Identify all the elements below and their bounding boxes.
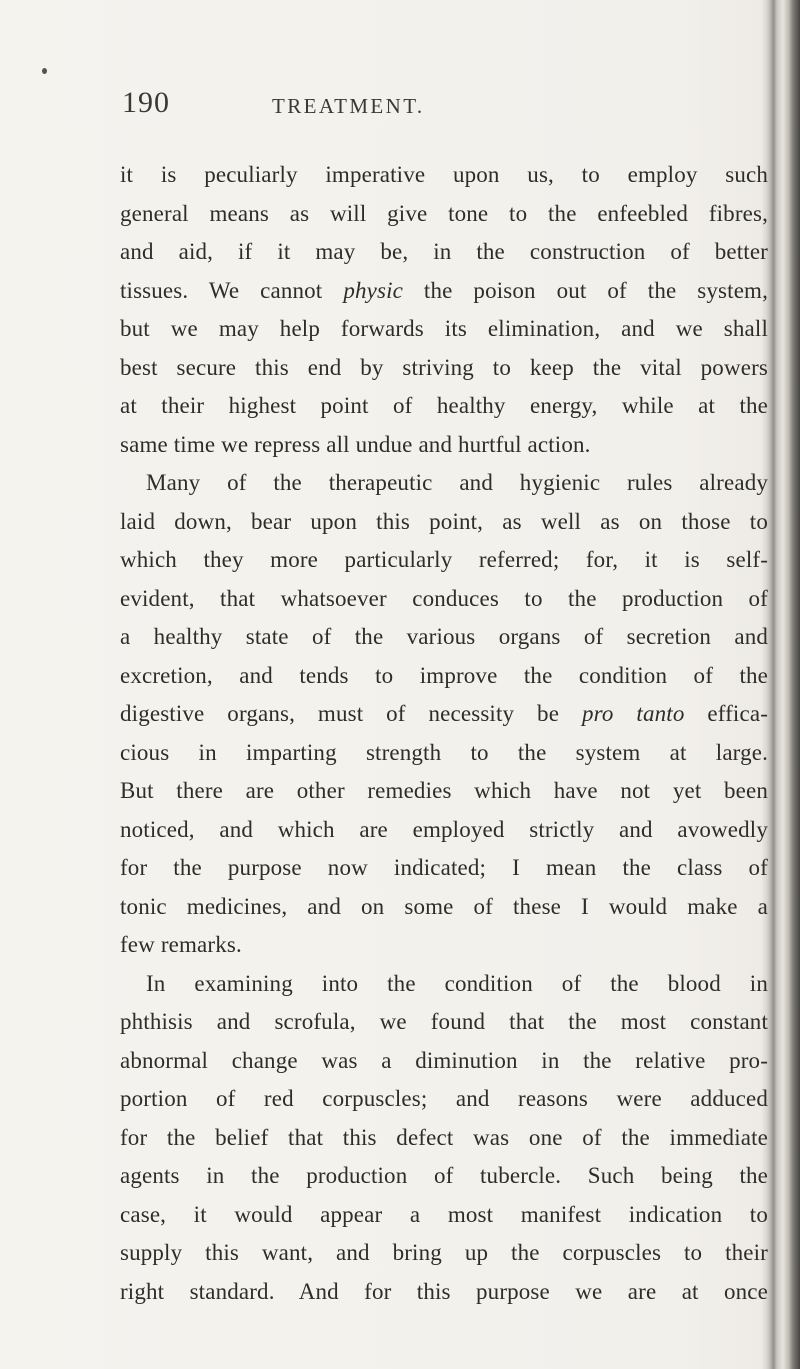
text-segment: effica- (684, 701, 769, 726)
page-header (0, 86, 800, 136)
text-line: right standard. And for this purpose we are at once (120, 1278, 768, 1304)
text-line: But there are other remedies which have not yet been (120, 778, 768, 803)
italic-term: pro tanto (581, 701, 685, 726)
page-number: 190 (122, 86, 170, 119)
text-line: same time we repress all undue and hurtful action. (120, 431, 591, 457)
text-line: general means as will give tone to the enfeebled fibres, (120, 200, 768, 226)
text-line: case, it would appear a most manifest indication to (120, 1201, 768, 1227)
text-line (120, 272, 768, 311)
text-line: tonic medicines, and on some of these I would make a (120, 893, 768, 919)
text-line: it is peculiarly imperative upon us, to employ such (120, 162, 768, 187)
text-line: few remarks. (120, 932, 242, 957)
text-segment: tissues. We cannot (120, 277, 344, 303)
text-line: Many of the therapeutic and hygienic rules already (146, 470, 768, 495)
text-line: evident, that whatsoever conduces to the production of (120, 585, 768, 611)
text-line: supply this want, and bring up the corpuscles to their (120, 1240, 768, 1265)
text-line: which they more particularly referred; for, it is self- (120, 547, 768, 572)
text-line: abnormal change was a diminution in the relative pro- (120, 1047, 768, 1073)
body-text (120, 156, 768, 1311)
text-line: but we may help forwards its elimination, and we shall (120, 316, 768, 341)
text-line (120, 695, 768, 734)
text-line: agents in the production of tubercle. Such being the (120, 1163, 768, 1188)
text-segment: the poison out of the system, (402, 277, 768, 303)
running-head: TREATMENT. (272, 94, 425, 118)
text-line: phthisis and scrofula, we found that the most constant (120, 1009, 768, 1034)
text-line: laid down, bear upon this point, as well as on those to (120, 508, 768, 534)
text-line: In examining into the condition of the blood in (146, 970, 768, 996)
text-line: for the belief that this defect was one of the immediate (120, 1124, 768, 1150)
text-line: and aid, if it may be, in the construction of better (120, 239, 768, 264)
text-line: cious in imparting strength to the system at large. (120, 739, 768, 765)
text-line: noticed, and which are employed strictly and avowedly (120, 816, 768, 842)
ink-speck (42, 68, 47, 74)
italic-term: physic (343, 277, 403, 303)
text-segment: digestive organs, must of necessity be (120, 701, 582, 726)
text-line: for the purpose now indicated; I mean the class of (120, 855, 768, 880)
text-line: portion of red corpuscles; and reasons were adduced (120, 1086, 768, 1111)
text-line: a healthy state of the various organs of secretion and (120, 624, 768, 649)
text-line: best secure this end by striving to keep the vital powers (120, 354, 768, 380)
text-line: at their highest point of healthy energy, while at the (120, 393, 768, 418)
text-line: excretion, and tends to improve the condition of the (120, 662, 768, 688)
